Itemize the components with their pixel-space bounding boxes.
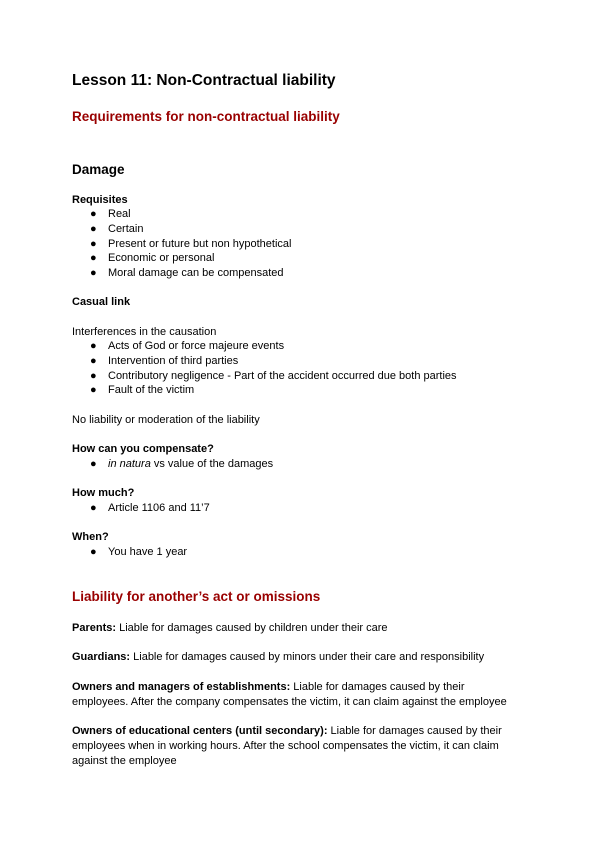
label-when: When?	[72, 531, 109, 543]
casual-link-note: No liability or moderation of the liability	[72, 414, 260, 426]
bullet-icon: ●	[90, 370, 97, 382]
section-heading-requirements: Requirements for non-contractual liability	[72, 109, 340, 124]
list-item: ● Certain	[90, 223, 144, 235]
label-how-compensate: How can you compensate?	[72, 443, 214, 455]
list-item: ● Real	[90, 208, 131, 220]
bullet-icon: ●	[90, 384, 97, 396]
liability-paragraph: Owners of educational centers (until secondary): Liable for damages caused by their employees when in working hours. After the school compensates the victim, it can claim against the employee	[72, 725, 502, 767]
bullet-icon: ●	[90, 355, 97, 367]
label-requisites: Requisites	[72, 194, 128, 206]
list-item: ● Article 1106 and 11’7	[90, 502, 210, 514]
bullet-icon: ●	[90, 238, 97, 250]
list-item: ● Present or future but non hypothetical	[90, 238, 292, 250]
bullet-icon: ●	[90, 267, 97, 279]
bullet-icon: ●	[90, 208, 97, 220]
label-how-much: How much?	[72, 487, 135, 499]
liability-paragraph: Owners and managers of establishments: Liable for damages caused by their employees. After the company compensates the victim, it can claim against the employee	[72, 681, 507, 708]
bullet-icon: ●	[90, 223, 97, 235]
list-item: ● Moral damage can be compensated	[90, 267, 284, 279]
list-item: ● You have 1 year	[90, 546, 188, 558]
bullet-icon: ●	[90, 340, 97, 352]
bullet-icon: ●	[90, 546, 97, 558]
casual-link-intro: Interferences in the causation	[72, 326, 217, 338]
bullet-icon: ●	[90, 458, 97, 470]
list-item: ● Fault of the victim	[90, 384, 195, 396]
section-heading-another-act: Liability for another’s act or omissions	[72, 589, 321, 604]
bullet-icon: ●	[90, 252, 97, 264]
list-item: ● Intervention of third parties	[90, 355, 239, 367]
list-item: ● Economic or personal	[90, 252, 215, 264]
liability-paragraph: Parents: Liable for damages caused by children under their care	[72, 622, 388, 634]
list-item: ● Contributory negligence - Part of the accident occurred due both parties	[90, 370, 457, 382]
list-item: ● in natura vs value of the damages	[90, 458, 274, 470]
list-item: ● Acts of God or force majeure events	[90, 340, 285, 352]
bullet-icon: ●	[90, 502, 97, 514]
liability-paragraph: Guardians: Liable for damages caused by minors under their care and responsibility	[72, 651, 485, 663]
heading-damage: Damage	[72, 162, 125, 177]
label-casual-link: Casual link	[72, 296, 131, 308]
page-title: Lesson 11: Non-Contractual liability	[72, 72, 336, 89]
